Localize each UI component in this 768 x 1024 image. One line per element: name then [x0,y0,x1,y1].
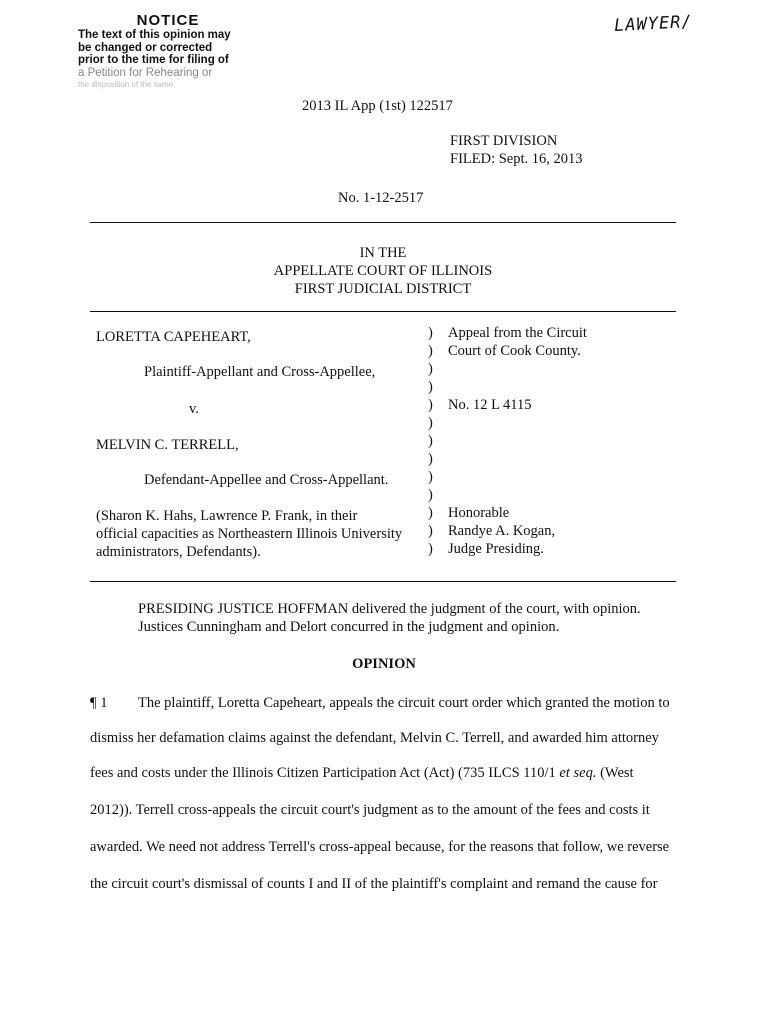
trial-case-number: No. 12 L 4115 [448,397,532,413]
notice-line: the disposition of the same. [78,80,176,89]
notice-line: be changed or corrected [78,41,213,54]
caption-paren: ) [428,433,433,449]
other-defendants-line-3: administrators, Defendants). [96,544,261,560]
delivery-line-1: PRESIDING JUSTICE HOFFMAN delivered the judgment of the court, with opinion. [138,601,641,617]
caption-paren: ) [428,343,433,359]
court-line-1: IN THE [359,245,407,261]
defendant-name: MELVIN C. TERRELL, [96,437,239,453]
judge-line-2: Randye A. Kogan, [448,523,556,539]
appeal-from-line-1: Appeal from the Circuit [448,325,587,341]
notice-line: a Petition for Rehearing or [78,66,213,79]
paragraph-marker: ¶ 1 [90,695,108,711]
appeal-from-line-2: Court of Cook County. [448,343,581,359]
plaintiff-name: LORETTA CAPEHEART, [96,329,251,345]
court-line-2: APPELLATE COURT OF ILLINOIS [273,263,493,279]
delivery-line-2: Justices Cunningham and Delort concurred in the judgment and opinion. [138,619,560,635]
caption-paren: ) [428,361,433,377]
citation: 2013 IL App (1st) 122517 [302,98,453,114]
paragraph-line: awarded. We need not address Terrell's cross-appeal because, for the reasons that follow, we reverse [90,839,670,855]
divider [90,222,676,223]
caption-paren: ) [428,505,433,521]
caption-paren: ) [428,415,433,431]
paragraph-italic-text: et seq. [559,765,597,781]
plaintiff-role: Plaintiff-Appellant and Cross-Appellee, [144,364,376,380]
divider [90,311,676,312]
paragraph-line [90,765,634,782]
caption-paren: ) [428,523,433,539]
versus: v. [189,401,199,417]
filed-date: FILED: Sept. 16, 2013 [450,151,583,167]
divider [90,581,676,582]
paragraph-line: The plaintiff, Loretta Capeheart, appeals the circuit court order which granted the motion to [138,695,670,711]
caption-paren: ) [428,451,433,467]
other-defendants-line-1: (Sharon K. Hahs, Lawrence P. Frank, in their [96,508,358,524]
notice-line: The text of this opinion may [78,29,231,41]
paragraph-text: fees and costs under the Illinois Citizen Participation Act (Act) (735 ILCS 110/1 [90,765,560,781]
paragraph-line: dismiss her defamation claims against the defendant, Melvin C. Terrell, and awarded him attorney [90,730,659,746]
caption-paren: ) [428,541,433,557]
notice-stamp [78,12,268,92]
caption-paren: ) [428,487,433,503]
judge-line-3: Judge Presiding. [448,541,544,557]
notice-title: NOTICE [136,12,200,29]
judge-line-1: Honorable [448,505,510,521]
handwritten-note: LAWYER/ [613,11,694,37]
paragraph-text: (West [596,765,634,781]
caption-paren: ) [428,379,433,395]
other-defendants-line-2: official capacities as Northeastern Illinois University [96,526,403,542]
division: FIRST DIVISION [450,133,558,149]
caption-paren: ) [428,325,433,341]
opinion-heading: OPINION [352,656,416,672]
docket-number: No. 1-12-2517 [338,190,424,206]
paragraph-line: the circuit court's dismissal of counts I and II of the plaintiff's complaint and remand the cause for [90,876,658,892]
paragraph-line: 2012)). Terrell cross-appeals the circuit court's judgment as to the amount of the fees and costs it [90,802,650,818]
caption-paren: ) [428,397,433,413]
court-line-3: FIRST JUDICIAL DISTRICT [294,281,472,297]
notice-line: prior to the time for filing of [78,54,229,66]
caption-paren: ) [428,469,433,485]
defendant-role: Defendant-Appellee and Cross-Appellant. [144,472,389,488]
